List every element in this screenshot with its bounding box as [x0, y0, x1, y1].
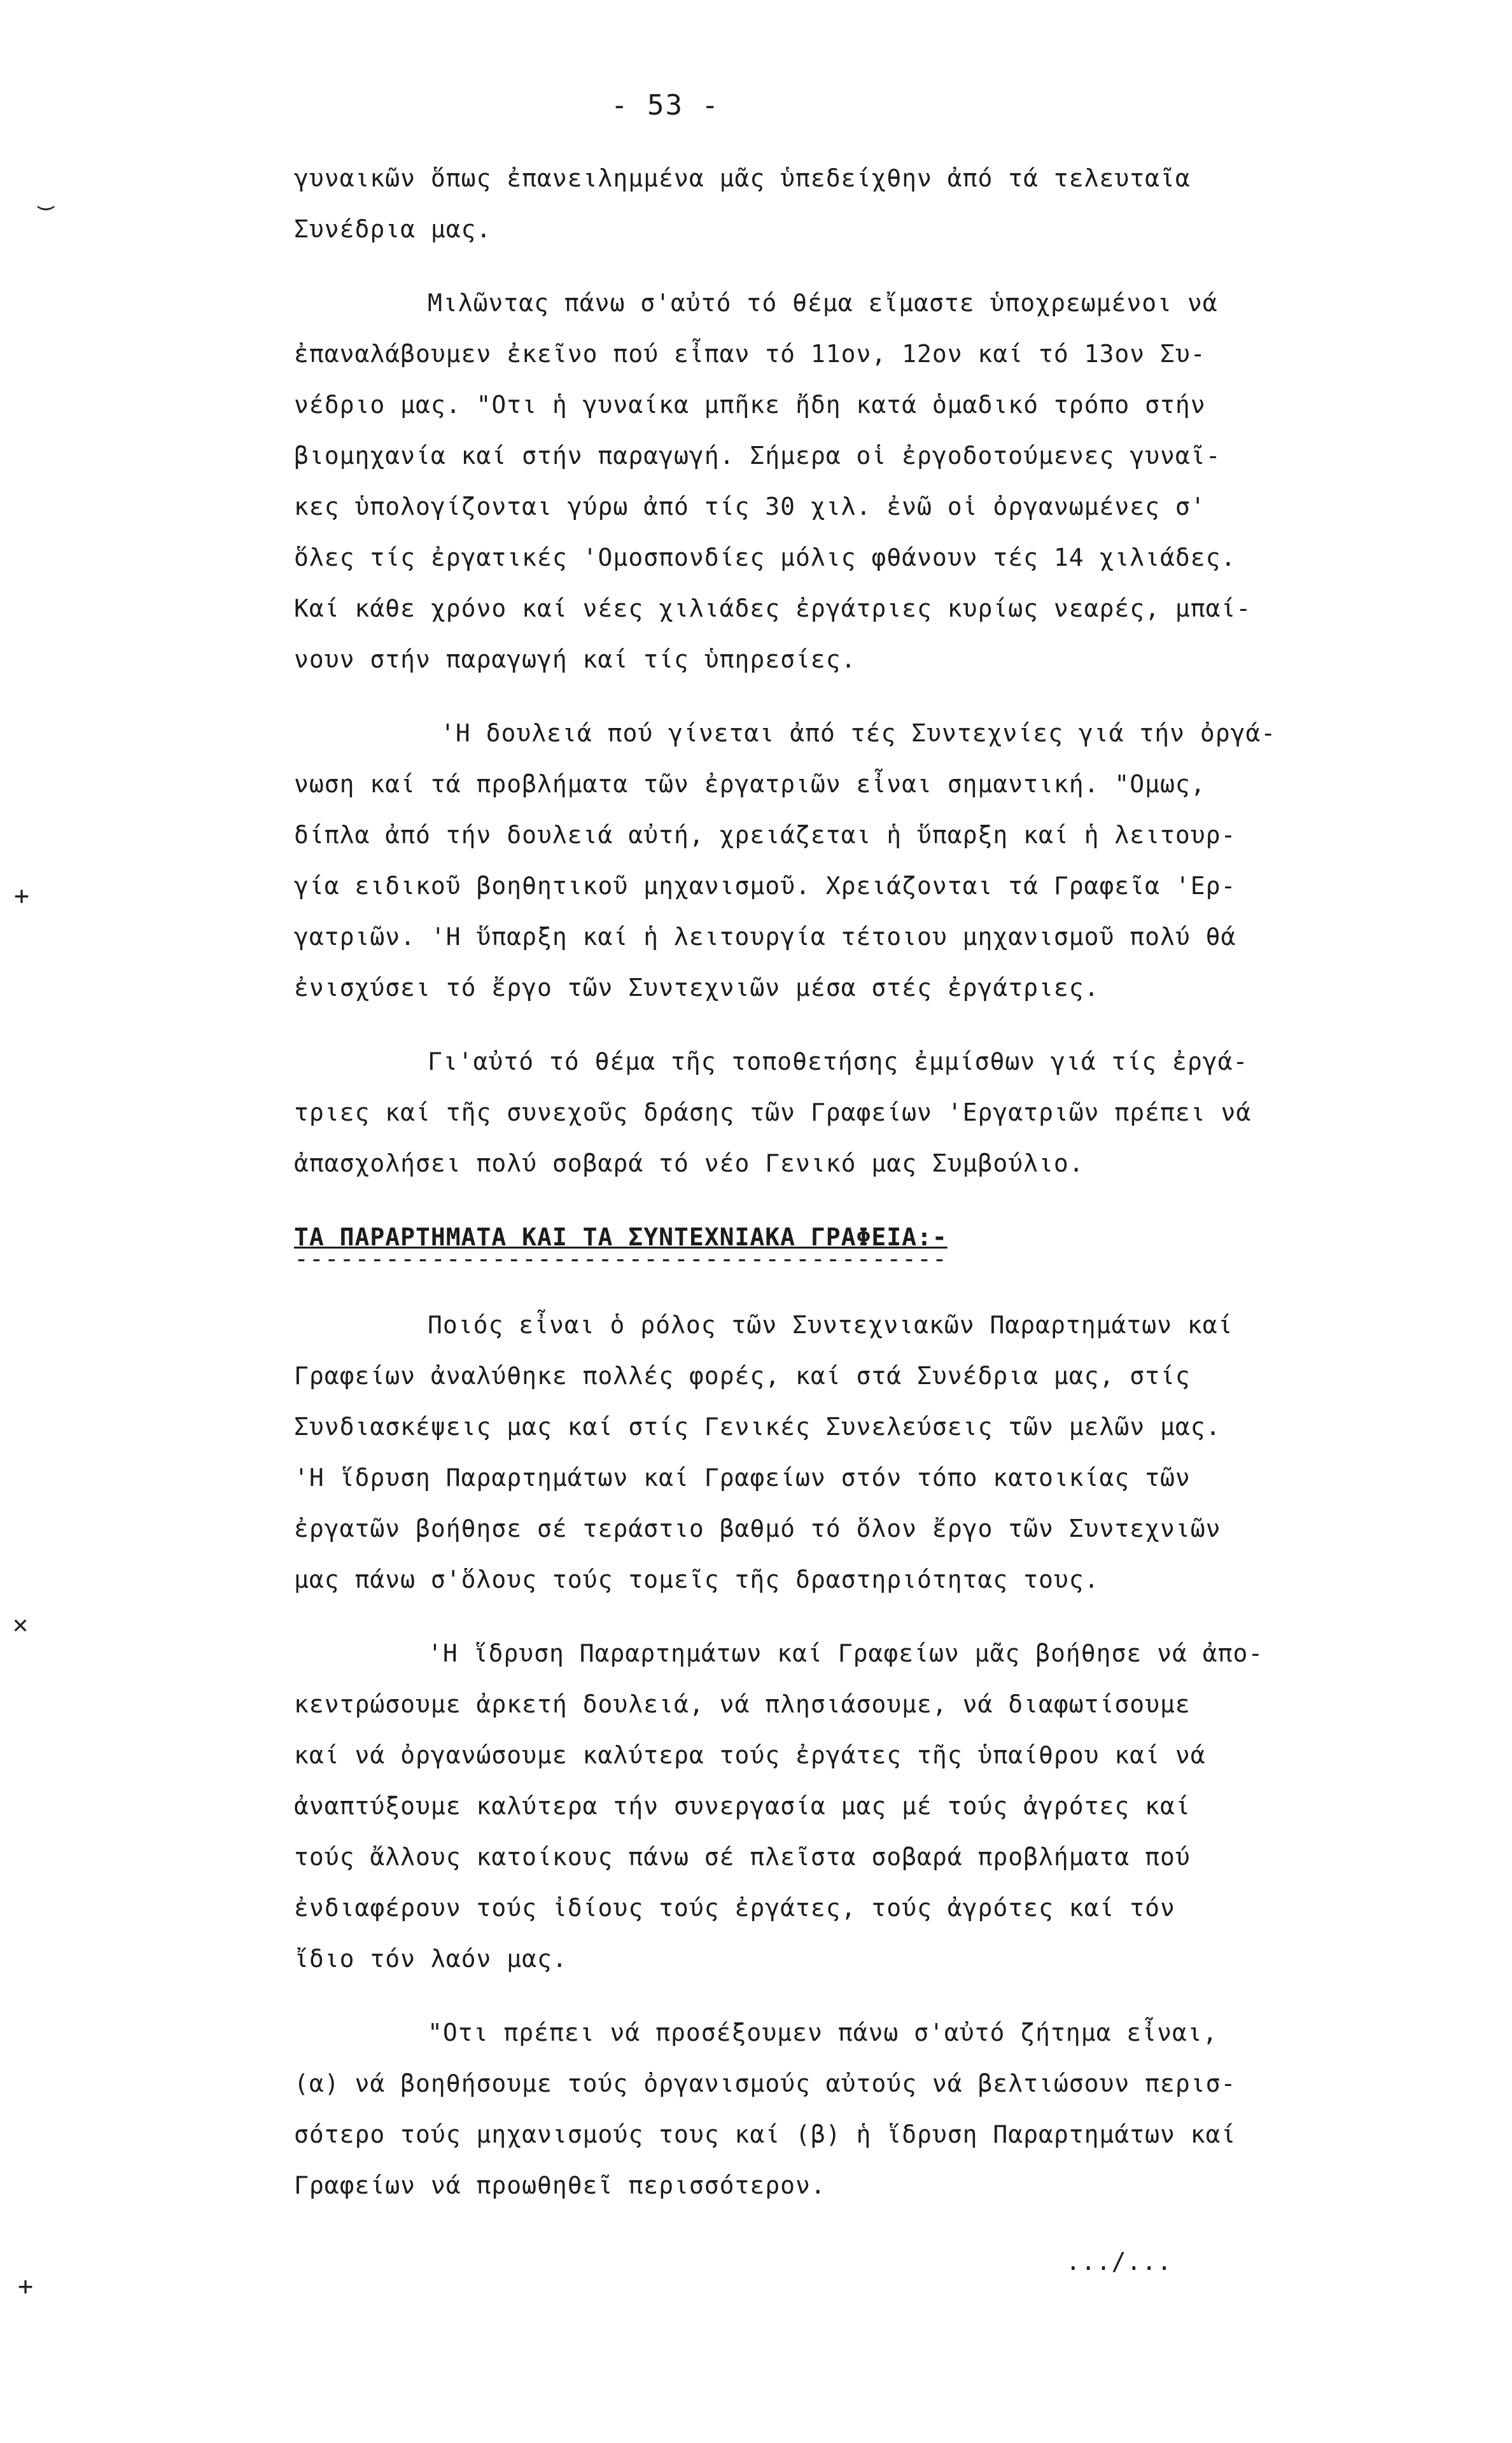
- text-line: Μιλῶντας πάνω σ'αὐτό τό θέμα εἴμαστε ὑποχρεωμένοι νά: [428, 289, 1218, 317]
- text-line: "Οτι πρέπει νά προσέξουμεν πάνω σ'αὐτό ζήτημα εἶναι,: [428, 2019, 1218, 2047]
- text-line: τούς ἄλλους κατοίκους πάνω σέ πλεῖστα σοβαρά προβλήματα πού: [294, 1843, 1191, 1871]
- text-line: ἀναπτύξουμε καλύτερα τήν συνεργασία μας μέ τούς ἀγρότες καί: [294, 1792, 1191, 1820]
- text-line: Γι'αὐτό τό θέμα τῆς τοποθετήσης ἐμμίσθων γιά τίς ἐργά-: [428, 1047, 1249, 1075]
- heading-rule: -------------------------------------------: [294, 1245, 948, 1273]
- paragraph: [294, 1299, 1389, 1605]
- paragraph: [294, 153, 1389, 255]
- text-line: νωση καί τά προβλήματα τῶν ἐργατριῶν εἶναι σημαντική. "Ομως,: [294, 770, 1206, 798]
- text-line: γία ειδικοῦ βοηθητικοῦ μηχανισμοῦ. Χρειάζονται τά Γραφεῖα 'Ερ-: [294, 872, 1236, 900]
- section-heading: ΤΑ ΠΑΡΑΡΤΗΜΑΤΑ ΚΑΙ ΤΑ ΣΥΝΤΕΧΝΙΑΚΑ ΓΡΑΦΕΙΑ:-: [294, 1223, 948, 1251]
- text-line: Συνέδρια μας.: [294, 215, 492, 243]
- paragraph: [294, 277, 1389, 685]
- paragraph: [294, 708, 1389, 1013]
- page-number: - 53 -: [611, 89, 720, 122]
- text-line: γυναικῶν ὅπως ἐπανειλημμένα μᾶς ὑπεδείχθην ἀπό τά τελευταῖα: [294, 164, 1191, 192]
- text-line: Καί κάθε χρόνο καί νέες χιλιάδες ἐργάτριες κυρίως νεαρές, μπαί-: [294, 594, 1252, 622]
- text-line: Ποιός εἶναι ὁ ρόλος τῶν Συντεχνιακῶν Παραρτημάτων καί: [428, 1311, 1233, 1339]
- document-body: [294, 153, 1389, 2287]
- text-line: ἐνισχύσει τό ἔργο τῶν Συντεχνιῶν μέσα στές ἐργάτριες.: [294, 974, 1100, 1002]
- text-line: 'Η ἵδρυση Παραρτημάτων καί Γραφείων στόν τόπο κατοικίας τῶν: [294, 1464, 1191, 1492]
- margin-cross-mark: +: [18, 2272, 34, 2301]
- text-line: δίπλα ἀπό τήν δουλειά αὐτή, χρειάζεται ἡ ὕπαρξη καί ἡ λειτουρ-: [294, 821, 1236, 849]
- text-line: σότερο τούς μηχανισμούς τους καί (β) ἡ ἵδρυση Παραρτημάτων καί: [294, 2120, 1236, 2148]
- text-line: κεντρώσουμε ἀρκετή δουλειά, νά πλησιάσουμε, νά διαφωτίσουμε: [294, 1690, 1191, 1718]
- text-line: 'Η ἵδρυση Παραρτημάτων καί Γραφείων μᾶς βοήθησε νά ἀπο-: [428, 1639, 1264, 1667]
- text-line: ἀπασχολήσει πολύ σοβαρά τό νέο Γενικό μας Συμβούλιο.: [294, 1149, 1084, 1177]
- text-line: καί νά ὀργανώσουμε καλύτερα τούς ἐργάτες τῆς ὑπαίθρου καί νά: [294, 1741, 1206, 1769]
- text-line: Γραφείων ἀναλύθηκε πολλές φορές, καί στά Συνέδρια μας, στίς: [294, 1362, 1191, 1390]
- text-line: (α) νά βοηθήσουμε τούς ὀργανισμούς αὐτούς νά βελτιώσουν περισ-: [294, 2069, 1236, 2097]
- margin-mark: ✕: [13, 1610, 29, 1639]
- paragraph: [294, 1036, 1389, 1189]
- text-line: 'Η δουλειά πού γίνεται ἀπό τές Συντεχνίες γιά τήν ὀργά-: [440, 719, 1277, 747]
- text-line: νέδριο μας. "Οτι ἡ γυναίκα μπῆκε ἤδη κατά ὁμαδικό τρόπο στήν: [294, 391, 1206, 419]
- text-line: Γραφείων νά προωθηθεῖ περισσότερον.: [294, 2171, 826, 2199]
- text-line: ἐπαναλάβουμεν ἐκεῖνο πού εἶπαν τό 11ον, 12ον καί τό 13ον Συ-: [294, 340, 1206, 368]
- text-line: γατριῶν. 'Η ὕπαρξη καί ἡ λειτουργία τέτοιου μηχανισμοῦ πολύ θά: [294, 923, 1236, 951]
- text-line: Συνδιασκέψεις μας καί στίς Γενικές Συνελεύσεις τῶν μελῶν μας.: [294, 1413, 1221, 1441]
- continuation-mark: .../...: [1065, 2248, 1172, 2276]
- margin-mark: ‿: [38, 181, 54, 211]
- text-line: ἐνδιαφέρουν τούς ἰδίους τούς ἐργάτες, τούς ἀγρότες καί τόν: [294, 1894, 1175, 1922]
- paragraph: [294, 2007, 1389, 2211]
- text-line: νουν στήν παραγωγή καί τίς ὑπηρεσίες.: [294, 645, 857, 673]
- margin-cross-mark: +: [14, 881, 30, 911]
- text-line: βιομηχανία καί στήν παραγωγή. Σήμερα οἱ ἐργοδοτούμενες γυναῖ-: [294, 442, 1221, 470]
- text-line: τριες καί τῆς συνεχοῦς δράσης τῶν Γραφείων 'Εργατριῶν πρέπει νά: [294, 1098, 1252, 1126]
- text-line: μας πάνω σ'ὅλους τούς τομεῖς τῆς δραστηριότητας τους.: [294, 1565, 1100, 1593]
- text-line: κες ὑπολογίζονται γύρω ἀπό τίς 30 χιλ. ἐνῶ οἱ ὀργανωμένες σ': [294, 493, 1206, 521]
- text-line: ἴδιο τόν λαόν μας.: [294, 1945, 568, 1973]
- text-line: ὅλες τίς ἐργατικές 'Ομοσπονδίες μόλις φθάνουν τές 14 χιλιάδες.: [294, 543, 1236, 571]
- text-line: ἐργατῶν βοήθησε σέ τεράστιο βαθμό τό ὅλον ἔργο τῶν Συντεχνιῶν: [294, 1515, 1221, 1543]
- paragraph: [294, 1628, 1389, 1984]
